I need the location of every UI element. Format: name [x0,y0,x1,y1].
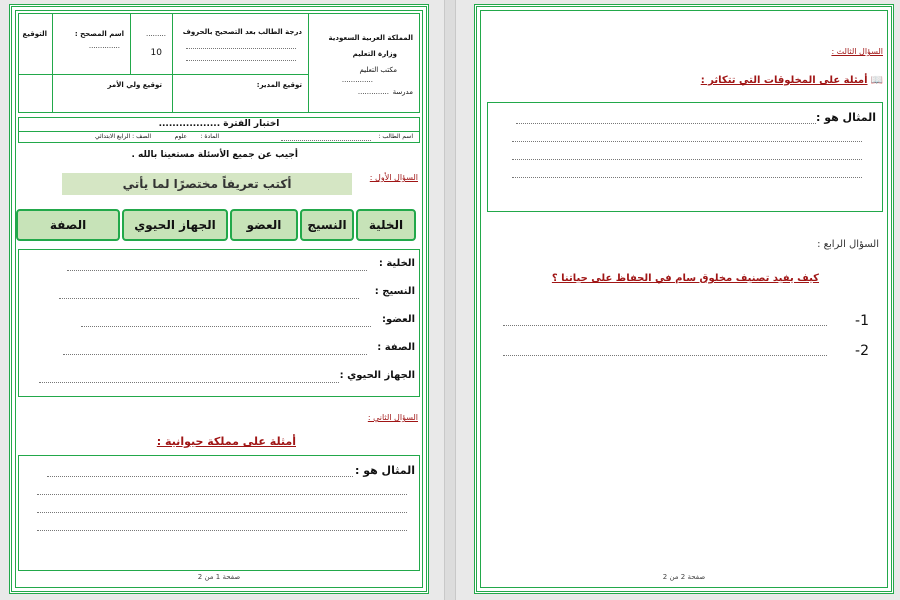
q3-answer-box [487,102,883,212]
page-1-footer: صفحة 1 من 2 [197,573,241,581]
field-tissue-line[interactable] [59,298,359,299]
q2-line-1[interactable] [37,494,407,495]
page-1 [9,4,429,594]
ministry-text: وزارة التعليم [352,50,397,58]
q4-line-2[interactable] [503,355,827,356]
grade-title: درجة الطالب بعد التصحيح بالحروف [182,28,302,36]
tab-trait: الصفة [16,209,120,241]
score-cell [130,13,173,75]
header-kingdom-cell [308,13,420,113]
grade-dots-2 [186,60,296,61]
q4-title: كيف يفيد تصنيف مخلوق سام في الحفاظ على حياتنا ؟ [551,273,819,284]
q4-item-1: 1- [855,313,869,329]
school-text: مدرسة [392,88,413,96]
page-separator [444,0,456,600]
q2-example-label: المثال هو : [354,464,415,477]
guardian-sig: توقيع ولي الأمر [107,81,162,89]
office-text: مكتب التعليم [359,66,397,74]
principal-sig: توقيع المدير: [256,81,302,89]
q4-line-1[interactable] [503,325,827,326]
field-system-line[interactable] [39,382,339,383]
grade-words-cell [172,13,309,75]
tab-tissue: النسيج [300,209,354,241]
q1-answers-box [18,249,420,397]
signature-label: التوقيع [22,30,47,38]
principal-cell [172,74,309,113]
kingdom-text: المملكة العربية السعودية [328,34,413,42]
subject-label: المادة : [200,133,219,140]
q3-line-2[interactable] [512,159,862,160]
tab-organ: العضو [230,209,298,241]
subject-value: علوم [174,133,187,140]
q3-title: أمثلة على المخلوقات التي تتكاثر : [700,75,868,86]
q4-label: السؤال الرابع : [817,239,879,250]
field-tissue-label: النسيج : [374,286,415,297]
q2-line-0[interactable] [47,476,353,477]
field-trait-line[interactable] [63,354,367,355]
q2-label: السؤال الثاني : [367,413,418,422]
field-trait-label: الصفة : [377,342,415,353]
student-name-dots [281,140,371,141]
q3-title-row [701,75,883,86]
field-organ-label: العضو: [382,314,415,325]
score-dots: ......... [145,30,166,38]
grade-dots-1 [186,48,296,49]
page-2 [474,4,894,594]
exam-title: اختبار الفترة .................. [158,119,280,129]
max-score: 10 [150,48,162,58]
q2-title: أمثلة على مملكة حيوانية : [156,435,296,448]
q3-label: السؤال الثالث : [831,47,883,56]
q2-line-3[interactable] [37,530,407,531]
tab-system: الجهاز الحيوي [122,209,228,241]
school-dots: .............. [357,88,389,96]
q4-item-2: 2- [855,343,869,359]
q1-label: السؤال الأول : [369,173,418,182]
field-cell-label: الخلية : [378,258,415,269]
corrector-label: اسم المصحح : [74,30,124,38]
signature-cell [18,13,53,75]
q3-line-1[interactable] [512,141,862,142]
field-organ-line[interactable] [81,326,371,327]
q3-line-0[interactable] [516,123,816,124]
corrector-cell [52,13,131,75]
q2-line-2[interactable] [37,512,407,513]
grade-label: الصف : الرابع الابتدائي [94,133,151,140]
q3-line-3[interactable] [512,177,862,178]
field-cell-line[interactable] [67,270,367,271]
office-dots: .............. [341,76,373,84]
q2-answer-box [18,455,420,571]
student-name-label: اسم الطالب : [378,133,413,140]
instructions: أجيب عن جميع الأسئلة مستعينا بالله . [131,150,298,160]
q1-prompt: أكتب تعريفاً مختصرًا لما يأتي [62,173,352,195]
exam-title-box [18,117,420,143]
tab-cell: الخلية [356,209,416,241]
corrector-dots: .............. [88,42,120,50]
guardian-cell [52,74,173,113]
book-icon: 📖 [870,75,883,86]
page-2-footer: صفحة 2 من 2 [662,573,706,581]
field-system-label: الجهاز الحيوي : [339,370,415,381]
q3-example-label: المثال هو : [815,111,876,124]
